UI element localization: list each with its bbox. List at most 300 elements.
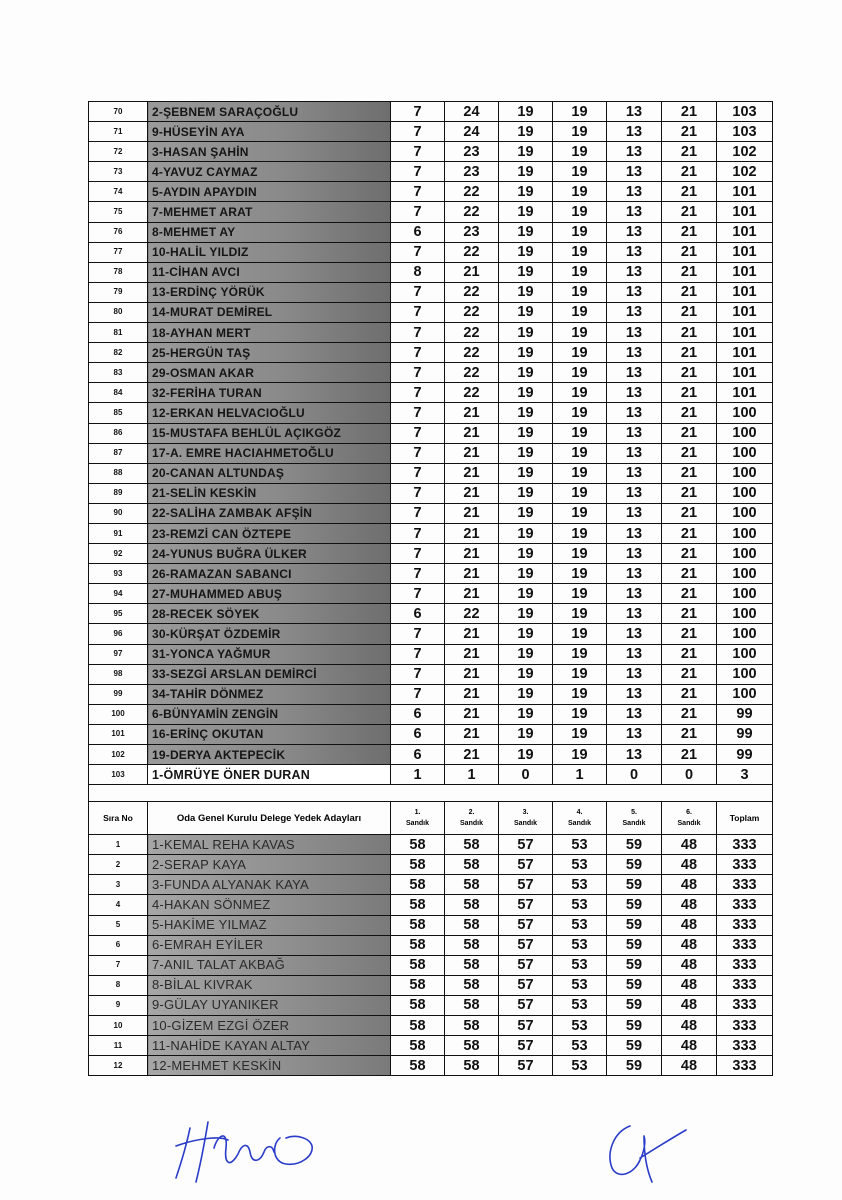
vote-count: 19 bbox=[553, 604, 607, 624]
vote-count: 6 bbox=[391, 604, 445, 624]
vote-total: 102 bbox=[717, 142, 773, 162]
vote-count: 19 bbox=[553, 564, 607, 584]
vote-count: 19 bbox=[553, 282, 607, 302]
candidate-name: 5-HAKİME YILMAZ bbox=[148, 915, 391, 935]
table-row bbox=[89, 443, 773, 463]
candidate-name: 13-ERDİNÇ YÖRÜK bbox=[148, 282, 391, 302]
vote-count: 13 bbox=[607, 423, 662, 443]
vote-count: 48 bbox=[662, 955, 717, 975]
header-title: Oda Genel Kurulu Delege Yedek Adayları bbox=[148, 802, 391, 835]
vote-count: 59 bbox=[607, 895, 662, 915]
row-number: 11 bbox=[89, 1036, 148, 1056]
candidate-name: 1-ÖMRÜYE ÖNER DURAN bbox=[148, 765, 391, 785]
row-number: 93 bbox=[89, 564, 148, 584]
vote-total: 100 bbox=[717, 544, 773, 564]
vote-count: 13 bbox=[607, 463, 662, 483]
candidate-name: 7-MEHMET ARAT bbox=[148, 202, 391, 222]
vote-count: 21 bbox=[662, 262, 717, 282]
candidate-name: 17-A. EMRE HACIAHMETOĞLU bbox=[148, 443, 391, 463]
vote-count: 21 bbox=[662, 644, 717, 664]
vote-count: 19 bbox=[553, 302, 607, 322]
vote-count: 59 bbox=[607, 875, 662, 895]
candidate-name: 34-TAHİR DÖNMEZ bbox=[148, 684, 391, 704]
candidate-name: 4-HAKAN SÖNMEZ bbox=[148, 895, 391, 915]
vote-count: 22 bbox=[445, 282, 499, 302]
vote-count: 59 bbox=[607, 995, 662, 1015]
vote-count: 19 bbox=[553, 423, 607, 443]
vote-count: 53 bbox=[553, 975, 607, 995]
vote-count: 19 bbox=[553, 544, 607, 564]
vote-count: 7 bbox=[391, 463, 445, 483]
row-number: 103 bbox=[89, 765, 148, 785]
row-number: 81 bbox=[89, 323, 148, 343]
table-row bbox=[89, 855, 773, 875]
vote-count: 21 bbox=[445, 403, 499, 423]
vote-total: 103 bbox=[717, 122, 773, 142]
vote-count: 21 bbox=[662, 142, 717, 162]
candidate-name: 1-KEMAL REHA KAVAS bbox=[148, 835, 391, 855]
candidate-name: 33-SEZGİ ARSLAN DEMİRCİ bbox=[148, 664, 391, 684]
vote-count: 21 bbox=[445, 463, 499, 483]
vote-count: 22 bbox=[445, 343, 499, 363]
vote-count: 19 bbox=[499, 523, 553, 543]
vote-total: 333 bbox=[717, 935, 773, 955]
vote-total: 100 bbox=[717, 523, 773, 543]
vote-count: 19 bbox=[553, 242, 607, 262]
vote-count: 19 bbox=[499, 242, 553, 262]
vote-count: 21 bbox=[445, 704, 499, 724]
vote-total: 100 bbox=[717, 624, 773, 644]
vote-total: 333 bbox=[717, 955, 773, 975]
candidate-name: 2-ŞEBNEM SARAÇOĞLU bbox=[148, 102, 391, 122]
table-row bbox=[89, 343, 773, 363]
vote-count: 58 bbox=[445, 1036, 499, 1056]
row-number: 3 bbox=[89, 875, 148, 895]
vote-total: 333 bbox=[717, 975, 773, 995]
header-col-3: 3. Sandık bbox=[499, 802, 553, 835]
vote-count: 13 bbox=[607, 704, 662, 724]
vote-count: 13 bbox=[607, 142, 662, 162]
vote-total: 333 bbox=[717, 1016, 773, 1036]
table-row bbox=[89, 895, 773, 915]
vote-count: 7 bbox=[391, 302, 445, 322]
row-number: 80 bbox=[89, 302, 148, 322]
vote-count: 7 bbox=[391, 363, 445, 383]
vote-count: 13 bbox=[607, 584, 662, 604]
candidate-name: 14-MURAT DEMİREL bbox=[148, 302, 391, 322]
vote-count: 13 bbox=[607, 724, 662, 744]
table-row bbox=[89, 262, 773, 282]
table-row bbox=[89, 1016, 773, 1036]
vote-count: 19 bbox=[499, 463, 553, 483]
vote-count: 21 bbox=[662, 684, 717, 704]
vote-count: 22 bbox=[445, 323, 499, 343]
vote-count: 19 bbox=[499, 684, 553, 704]
vote-count: 6 bbox=[391, 222, 445, 242]
candidate-name: 6-EMRAH EYİLER bbox=[148, 935, 391, 955]
vote-total: 100 bbox=[717, 564, 773, 584]
candidate-name: 10-GİZEM EZGİ ÖZER bbox=[148, 1016, 391, 1036]
candidate-name: 12-MEHMET KESKİN bbox=[148, 1056, 391, 1076]
vote-count: 19 bbox=[499, 503, 553, 523]
vote-count: 21 bbox=[662, 564, 717, 584]
vote-total: 100 bbox=[717, 483, 773, 503]
vote-count: 19 bbox=[499, 745, 553, 765]
vote-count: 8 bbox=[391, 262, 445, 282]
vote-count: 21 bbox=[662, 724, 717, 744]
vote-count: 59 bbox=[607, 975, 662, 995]
table-row bbox=[89, 724, 773, 744]
vote-count: 23 bbox=[445, 162, 499, 182]
vote-count: 21 bbox=[662, 182, 717, 202]
vote-count: 57 bbox=[499, 935, 553, 955]
vote-count: 58 bbox=[445, 835, 499, 855]
reserve-header-row bbox=[89, 802, 773, 835]
vote-count: 48 bbox=[662, 935, 717, 955]
vote-count: 24 bbox=[445, 102, 499, 122]
vote-count: 19 bbox=[553, 584, 607, 604]
reserve-header bbox=[89, 802, 773, 835]
vote-count: 21 bbox=[662, 122, 717, 142]
vote-count: 23 bbox=[445, 222, 499, 242]
vote-count: 13 bbox=[607, 262, 662, 282]
vote-count: 19 bbox=[553, 202, 607, 222]
vote-count: 58 bbox=[391, 835, 445, 855]
row-number: 84 bbox=[89, 383, 148, 403]
vote-count: 7 bbox=[391, 523, 445, 543]
vote-total: 101 bbox=[717, 242, 773, 262]
vote-count: 48 bbox=[662, 895, 717, 915]
vote-total: 101 bbox=[717, 282, 773, 302]
vote-count: 7 bbox=[391, 584, 445, 604]
vote-count: 22 bbox=[445, 363, 499, 383]
candidate-name: 5-AYDIN APAYDIN bbox=[148, 182, 391, 202]
vote-count: 21 bbox=[662, 483, 717, 503]
vote-count: 58 bbox=[445, 895, 499, 915]
candidate-name: 16-ERİNÇ OKUTAN bbox=[148, 724, 391, 744]
vote-count: 21 bbox=[662, 503, 717, 523]
vote-count: 19 bbox=[553, 182, 607, 202]
vote-count: 7 bbox=[391, 664, 445, 684]
vote-total: 3 bbox=[717, 765, 773, 785]
row-number: 10 bbox=[89, 1016, 148, 1036]
vote-count: 21 bbox=[445, 644, 499, 664]
vote-count: 1 bbox=[391, 765, 445, 785]
candidate-name: 31-YONCA YAĞMUR bbox=[148, 644, 391, 664]
vote-count: 58 bbox=[445, 975, 499, 995]
row-number: 102 bbox=[89, 745, 148, 765]
vote-count: 13 bbox=[607, 343, 662, 363]
vote-count: 22 bbox=[445, 604, 499, 624]
vote-count: 19 bbox=[499, 182, 553, 202]
vote-count: 13 bbox=[607, 282, 662, 302]
table-spacer bbox=[89, 785, 773, 802]
table-row bbox=[89, 875, 773, 895]
row-number: 99 bbox=[89, 684, 148, 704]
vote-count: 19 bbox=[499, 644, 553, 664]
vote-total: 101 bbox=[717, 302, 773, 322]
vote-total: 100 bbox=[717, 463, 773, 483]
table-row bbox=[89, 604, 773, 624]
vote-count: 53 bbox=[553, 835, 607, 855]
vote-total: 101 bbox=[717, 202, 773, 222]
row-number: 92 bbox=[89, 544, 148, 564]
vote-total: 101 bbox=[717, 182, 773, 202]
vote-total: 333 bbox=[717, 855, 773, 875]
vote-count: 19 bbox=[499, 302, 553, 322]
table-row bbox=[89, 564, 773, 584]
vote-count: 57 bbox=[499, 995, 553, 1015]
row-number: 1 bbox=[89, 835, 148, 855]
vote-count: 13 bbox=[607, 242, 662, 262]
row-number: 79 bbox=[89, 282, 148, 302]
vote-count: 59 bbox=[607, 1036, 662, 1056]
vote-count: 22 bbox=[445, 383, 499, 403]
vote-count: 19 bbox=[553, 323, 607, 343]
vote-count: 21 bbox=[662, 302, 717, 322]
vote-count: 19 bbox=[553, 503, 607, 523]
vote-count: 19 bbox=[499, 122, 553, 142]
table-row bbox=[89, 282, 773, 302]
row-number: 74 bbox=[89, 182, 148, 202]
signature-right bbox=[600, 1112, 700, 1192]
vote-count: 59 bbox=[607, 935, 662, 955]
vote-count: 19 bbox=[553, 684, 607, 704]
header-col-2: 2. Sandık bbox=[445, 802, 499, 835]
table-row bbox=[89, 102, 773, 122]
candidate-name: 15-MUSTAFA BEHLÜL AÇIKGÖZ bbox=[148, 423, 391, 443]
vote-count: 19 bbox=[553, 664, 607, 684]
row-number: 7 bbox=[89, 955, 148, 975]
vote-count: 7 bbox=[391, 202, 445, 222]
vote-count: 19 bbox=[553, 443, 607, 463]
vote-count: 21 bbox=[662, 624, 717, 644]
vote-count: 7 bbox=[391, 343, 445, 363]
table-row bbox=[89, 835, 773, 855]
vote-count: 13 bbox=[607, 122, 662, 142]
vote-count: 0 bbox=[607, 765, 662, 785]
row-number: 12 bbox=[89, 1056, 148, 1076]
vote-count: 48 bbox=[662, 875, 717, 895]
vote-count: 53 bbox=[553, 955, 607, 975]
vote-total: 100 bbox=[717, 684, 773, 704]
vote-total: 101 bbox=[717, 262, 773, 282]
table-row bbox=[89, 523, 773, 543]
candidate-name: 27-MUHAMMED ABUŞ bbox=[148, 584, 391, 604]
vote-count: 21 bbox=[662, 584, 717, 604]
row-number: 90 bbox=[89, 503, 148, 523]
vote-count: 19 bbox=[499, 704, 553, 724]
table-row bbox=[89, 162, 773, 182]
row-number: 96 bbox=[89, 624, 148, 644]
table-row bbox=[89, 323, 773, 343]
vote-count: 21 bbox=[445, 624, 499, 644]
vote-count: 19 bbox=[499, 664, 553, 684]
vote-count: 58 bbox=[391, 995, 445, 1015]
vote-count: 19 bbox=[553, 704, 607, 724]
vote-total: 333 bbox=[717, 875, 773, 895]
table-row bbox=[89, 935, 773, 955]
vote-count: 21 bbox=[445, 423, 499, 443]
vote-count: 19 bbox=[499, 604, 553, 624]
vote-count: 7 bbox=[391, 162, 445, 182]
vote-count: 13 bbox=[607, 544, 662, 564]
vote-count: 59 bbox=[607, 835, 662, 855]
vote-count: 19 bbox=[499, 564, 553, 584]
candidate-name: 24-YUNUS BUĞRA ÜLKER bbox=[148, 544, 391, 564]
candidate-name: 11-CİHAN AVCI bbox=[148, 262, 391, 282]
row-number: 85 bbox=[89, 403, 148, 423]
vote-total: 99 bbox=[717, 745, 773, 765]
delegate-results-body bbox=[89, 102, 773, 785]
vote-count: 57 bbox=[499, 1056, 553, 1076]
row-number: 94 bbox=[89, 584, 148, 604]
vote-count: 22 bbox=[445, 202, 499, 222]
row-number: 73 bbox=[89, 162, 148, 182]
table-row bbox=[89, 122, 773, 142]
candidate-name: 4-YAVUZ CAYMAZ bbox=[148, 162, 391, 182]
table-row bbox=[89, 503, 773, 523]
vote-count: 7 bbox=[391, 182, 445, 202]
table-row bbox=[89, 463, 773, 483]
vote-count: 57 bbox=[499, 875, 553, 895]
vote-count: 21 bbox=[662, 202, 717, 222]
vote-count: 19 bbox=[553, 745, 607, 765]
vote-count: 21 bbox=[445, 503, 499, 523]
vote-count: 7 bbox=[391, 503, 445, 523]
table-row bbox=[89, 202, 773, 222]
vote-count: 57 bbox=[499, 1036, 553, 1056]
candidate-name: 9-GÜLAY UYANIKER bbox=[148, 995, 391, 1015]
vote-count: 19 bbox=[553, 102, 607, 122]
vote-count: 58 bbox=[445, 1056, 499, 1076]
vote-count: 58 bbox=[391, 855, 445, 875]
header-col-1: 1. Sandık bbox=[391, 802, 445, 835]
vote-count: 19 bbox=[499, 142, 553, 162]
vote-count: 19 bbox=[499, 403, 553, 423]
vote-count: 19 bbox=[553, 624, 607, 644]
vote-count: 59 bbox=[607, 915, 662, 935]
candidate-name: 2-SERAP KAYA bbox=[148, 855, 391, 875]
vote-total: 101 bbox=[717, 222, 773, 242]
vote-count: 6 bbox=[391, 745, 445, 765]
vote-count: 59 bbox=[607, 955, 662, 975]
vote-count: 13 bbox=[607, 403, 662, 423]
row-number: 72 bbox=[89, 142, 148, 162]
row-number: 8 bbox=[89, 975, 148, 995]
vote-count: 7 bbox=[391, 483, 445, 503]
vote-count: 21 bbox=[662, 323, 717, 343]
vote-count: 21 bbox=[662, 544, 717, 564]
table-row bbox=[89, 975, 773, 995]
vote-count: 7 bbox=[391, 102, 445, 122]
vote-count: 58 bbox=[391, 1056, 445, 1076]
vote-count: 21 bbox=[445, 443, 499, 463]
row-number: 78 bbox=[89, 262, 148, 282]
candidate-name: 18-AYHAN MERT bbox=[148, 323, 391, 343]
vote-count: 53 bbox=[553, 1016, 607, 1036]
candidate-name: 20-CANAN ALTUNDAŞ bbox=[148, 463, 391, 483]
vote-count: 19 bbox=[553, 523, 607, 543]
vote-count: 7 bbox=[391, 242, 445, 262]
vote-count: 13 bbox=[607, 564, 662, 584]
vote-count: 58 bbox=[445, 875, 499, 895]
vote-total: 99 bbox=[717, 704, 773, 724]
table-row bbox=[89, 483, 773, 503]
vote-count: 19 bbox=[499, 383, 553, 403]
vote-count: 13 bbox=[607, 363, 662, 383]
vote-count: 48 bbox=[662, 915, 717, 935]
vote-count: 13 bbox=[607, 523, 662, 543]
vote-count: 1 bbox=[445, 765, 499, 785]
row-number: 86 bbox=[89, 423, 148, 443]
vote-count: 19 bbox=[499, 544, 553, 564]
vote-count: 13 bbox=[607, 202, 662, 222]
vote-total: 100 bbox=[717, 503, 773, 523]
table-row bbox=[89, 222, 773, 242]
vote-count: 53 bbox=[553, 875, 607, 895]
table-row bbox=[89, 704, 773, 724]
header-col-5: 5. Sandık bbox=[607, 802, 662, 835]
vote-total: 333 bbox=[717, 895, 773, 915]
table-row bbox=[89, 624, 773, 644]
vote-count: 58 bbox=[445, 935, 499, 955]
vote-total: 100 bbox=[717, 644, 773, 664]
row-number: 77 bbox=[89, 242, 148, 262]
vote-count: 6 bbox=[391, 704, 445, 724]
row-number: 70 bbox=[89, 102, 148, 122]
vote-total: 103 bbox=[717, 102, 773, 122]
vote-count: 48 bbox=[662, 1016, 717, 1036]
vote-count: 21 bbox=[662, 423, 717, 443]
vote-count: 13 bbox=[607, 483, 662, 503]
vote-total: 100 bbox=[717, 403, 773, 423]
header-sira-no: Sıra No bbox=[89, 802, 148, 835]
vote-count: 48 bbox=[662, 975, 717, 995]
vote-count: 13 bbox=[607, 323, 662, 343]
row-number: 88 bbox=[89, 463, 148, 483]
table-row bbox=[89, 915, 773, 935]
header-toplam: Toplam bbox=[717, 802, 773, 835]
vote-count: 21 bbox=[445, 584, 499, 604]
row-number: 2 bbox=[89, 855, 148, 875]
vote-count: 21 bbox=[662, 363, 717, 383]
vote-total: 333 bbox=[717, 915, 773, 935]
vote-total: 333 bbox=[717, 1036, 773, 1056]
vote-count: 7 bbox=[391, 122, 445, 142]
vote-count: 23 bbox=[445, 142, 499, 162]
candidate-name: 9-HÜSEYİN AYA bbox=[148, 122, 391, 142]
candidate-name: 3-FUNDA ALYANAK KAYA bbox=[148, 875, 391, 895]
vote-count: 19 bbox=[499, 483, 553, 503]
vote-count: 57 bbox=[499, 895, 553, 915]
candidate-name: 21-SELİN KESKİN bbox=[148, 483, 391, 503]
vote-count: 7 bbox=[391, 383, 445, 403]
vote-count: 53 bbox=[553, 1036, 607, 1056]
vote-count: 7 bbox=[391, 443, 445, 463]
vote-count: 13 bbox=[607, 684, 662, 704]
vote-count: 21 bbox=[662, 704, 717, 724]
candidate-name: 7-ANIL TALAT AKBAĞ bbox=[148, 955, 391, 975]
candidate-name: 12-ERKAN HELVACIOĞLU bbox=[148, 403, 391, 423]
vote-count: 19 bbox=[499, 202, 553, 222]
vote-total: 99 bbox=[717, 724, 773, 744]
candidate-name: 32-FERİHA TURAN bbox=[148, 383, 391, 403]
vote-count: 7 bbox=[391, 564, 445, 584]
vote-count: 19 bbox=[499, 584, 553, 604]
vote-count: 13 bbox=[607, 383, 662, 403]
candidate-name: 30-KÜRŞAT ÖZDEMİR bbox=[148, 624, 391, 644]
